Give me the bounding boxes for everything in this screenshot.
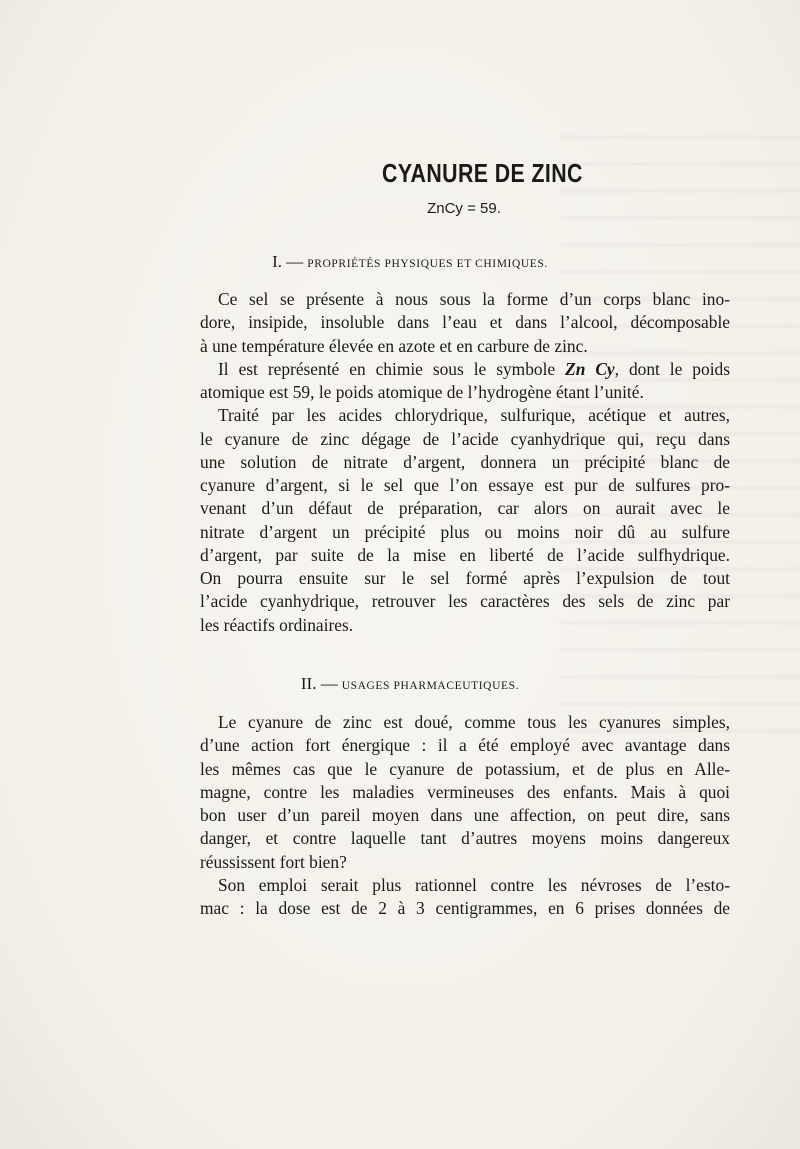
- section-1-body: [200, 288, 730, 637]
- section-number-2: II. —: [300, 674, 338, 693]
- text-line: Le cyanure de zinc est doué, comme tous les cyanures simples,: [218, 712, 730, 732]
- text-line: venant d’un défaut de préparation, car alors on aurait avec le: [200, 498, 730, 519]
- section-heading-1: [150, 252, 670, 272]
- text-line: réussissent fort bien?: [200, 851, 347, 872]
- text-line: bon user d’un pareil moyen dans une affection, on peut dire, sans: [200, 805, 730, 825]
- text-line: Traité par les acides chlorydrique, sulfurique, acétique et autres,: [218, 405, 730, 426]
- text-line: danger, et contre laquelle tant d’autres moyens moins dangereux: [200, 828, 730, 849]
- text-line: On pourra ensuite sur le sel formé après l’expulsion de tout: [200, 568, 730, 588]
- text-line: d’une action fort énergique : il a été employé avec avantage dans: [200, 735, 730, 756]
- chemical-formula: ZnCy = 59.: [427, 200, 501, 217]
- text-line: Ce sel se présente à nous sous la forme d’un corps blanc ino-: [218, 289, 730, 309]
- text-line: d’argent, par suite de la mise en liberté de l’acide sulfhydrique.: [200, 544, 730, 565]
- text-line: Son emploi serait plus rationnel contre les névroses de l’esto-: [218, 874, 730, 895]
- section-title-1: PROPRIÉTÉS PHYSIQUES ET CHIMIQUES.: [307, 258, 548, 270]
- text-line: les réactifs ordinaires.: [200, 614, 354, 635]
- text-line: magne, contre les maladies vermineuses des enfants. Mais à quoi: [200, 781, 730, 802]
- text-line: l’acide cyanhydrique, retrouver les caractères des sels de zinc par: [200, 591, 730, 612]
- section-title-2: USAGES PHARMACEUTIQUES.: [341, 680, 520, 692]
- section-number-1: I. —: [272, 252, 304, 271]
- text-line: mac : la dose est de 2 à 3 centigrammes, en 6 prises données de: [200, 898, 730, 918]
- section-heading-2: [150, 674, 670, 694]
- chemical-symbol: Zn Cy: [565, 358, 615, 379]
- section-2-body: [200, 711, 730, 920]
- page-title: [360, 158, 583, 192]
- text-line: cyanure d’argent, si le sel que l’on essaye est pur de sulfures pro-: [200, 475, 730, 495]
- text-line: atomique est 59, le poids atomique de l’hydrogène étant l’unité.: [200, 382, 644, 402]
- text-line: à une température élevée en azote et en carbure de zinc.: [200, 335, 588, 356]
- text-line: Il est représenté en chimie sous le symbole Zn Cy, dont le poids: [218, 358, 730, 379]
- text-line: dore, insipide, insoluble dans l’eau et dans l’alcool, décomposable: [200, 312, 730, 333]
- page-title-text: CYANURE DE ZINC: [382, 158, 583, 188]
- text-line: nitrate d’argent un précipité plus ou moins noir dû au sulfure: [200, 521, 730, 542]
- text-line: les mêmes cas que le cyanure de potassium, et de plus en Alle-: [200, 758, 730, 779]
- text-line: le cyanure de zinc dégage de l’acide cyanhydrique qui, reçu dans: [200, 428, 730, 449]
- text-line: une solution de nitrate d’argent, donnera un précipité blanc de: [200, 451, 730, 472]
